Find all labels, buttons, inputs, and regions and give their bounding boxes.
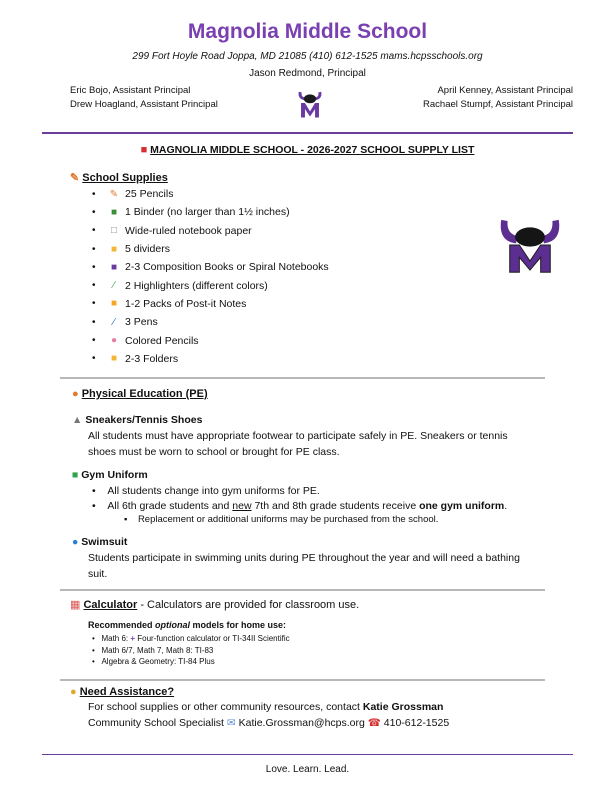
school-logo-large-icon [498, 215, 562, 275]
calculator-icon: ▦ [70, 599, 81, 611]
swimsuit-heading: ● Swimsuit [72, 536, 128, 548]
school-title: Magnolia Middle School [187, 20, 428, 43]
shopping-bag-icon: ■ [140, 144, 148, 156]
pen-icon: • ∕ [113, 316, 115, 328]
school-address: 299 Fort Hoyle Road Joppa, MD 21085 (410) 612-1525 mams.hcpsschools.org [132, 51, 483, 62]
sneakers-heading: ▲ Sneakers/Tennis Shoes [72, 414, 203, 426]
footer-divider [42, 754, 573, 755]
notebook-icon: • ■ [110, 261, 118, 273]
shoe-icon: ▲ [72, 414, 83, 426]
section-divider [60, 589, 545, 591]
assistant-principal: Rachael Stumpf, Assistant Principal [423, 99, 573, 110]
supply-item-label: 2-3 Folders [125, 352, 179, 365]
supply-item [92, 222, 329, 240]
handshake-icon: ● [70, 686, 77, 698]
calculator-heading: ▦ Calculator - Calculators are provided for classroom use. [70, 599, 360, 611]
email-icon: ✉ [226, 717, 236, 729]
header-divider [42, 132, 573, 134]
sneakers-text: All students must have appropriate footwear to participate safely in PE. Sneakers or tennis shoes must be worn to school or brought for PE class. [88, 430, 508, 458]
swimming-icon: ● [72, 536, 79, 548]
supply-list [92, 185, 329, 368]
plus-icon: + [130, 634, 136, 643]
pencil-icon: • ✎ [109, 188, 119, 200]
phone-icon: ☎ [367, 717, 381, 729]
school-logo-icon [296, 86, 324, 120]
supply-item [92, 295, 329, 313]
principal: Jason Redmond, Principal [249, 68, 366, 79]
supply-item [92, 185, 329, 203]
assistant-principal: April Kenney, Assistant Principal [437, 85, 573, 96]
supply-item-label: 2-3 Composition Books or Spiral Notebooks [125, 261, 329, 274]
uniform-bullet: • All 6th grade students and new 7th and 8th grade students receive one gym uniform. [92, 500, 508, 512]
calc-model-item: • Algebra & Geometry: TI-84 Plus [92, 657, 215, 666]
pe-heading: ● Physical Education (PE) [72, 388, 208, 400]
supply-item-label: 25 Pencils [125, 188, 174, 201]
supply-item-label: 1-2 Packs of Post-it Notes [125, 297, 247, 310]
phone-number[interactable]: 410-612-1525 [383, 717, 450, 729]
supply-item-label: Colored Pencils [125, 334, 199, 347]
calc-model-item: • Math 6: + Four-function calculator or TI-34II Scientific [92, 634, 290, 643]
uniform-sub-bullet: ▪ Replacement or additional uniforms may be purchased from the school. [124, 514, 439, 525]
supply-item [92, 258, 329, 276]
supply-item-label: 3 Pens [125, 316, 158, 329]
recommended-label: Recommended optional models for home use: [88, 620, 287, 630]
footer-motto: Love. Learn. Lead. [265, 764, 350, 775]
gym-uniform-heading: ■ Gym Uniform [72, 469, 148, 481]
supply-item-label: 5 dividers [125, 243, 170, 256]
supply-list-title: ■ MAGNOLIA MIDDLE SCHOOL - 2026-2027 SCHOOL SUPPLY LIST [140, 144, 475, 156]
highlighter-icon: • ∕ [113, 280, 115, 292]
assistant-principal: Eric Bojo, Assistant Principal [70, 85, 191, 96]
supply-item [92, 240, 329, 258]
supply-item [92, 313, 329, 331]
section-divider [60, 679, 545, 681]
swimsuit-text: Students participate in swimming units during PE throughout the year and will need a bathing suit. [88, 552, 520, 580]
supply-item [92, 331, 329, 349]
shirt-icon: ■ [72, 469, 79, 481]
assistant-principal: Drew Hoagland, Assistant Principal [70, 99, 218, 110]
assistance-line-2: Community School Specialist ✉ Katie.Grossman@hcps.org ☎ 410-612-1525 [88, 717, 450, 729]
email-link[interactable]: Katie.Grossman@hcps.org [238, 717, 365, 729]
binder-icon: • ■ [110, 206, 118, 218]
sticky-note-icon: • ■ [110, 298, 118, 310]
supply-item [92, 276, 329, 294]
supply-item [92, 350, 329, 368]
assistance-heading: ● Need Assistance? [70, 686, 175, 698]
supply-item-label: 1 Binder (no larger than 1½ inches) [125, 206, 290, 219]
supply-item-label: Wide-ruled notebook paper [125, 224, 252, 237]
paper-icon: • □ [110, 225, 118, 237]
school-supplies-heading: ✎ School Supplies [70, 172, 168, 184]
folder-icon: • ■ [110, 353, 118, 365]
supply-item [92, 203, 329, 221]
uniform-bullet: • All students change into gym uniforms for PE. [92, 485, 320, 497]
section-divider [60, 377, 545, 379]
calc-model-item: • Math 6/7, Math 7, Math 8: TI-83 [92, 646, 214, 655]
palette-icon: • ● [110, 335, 118, 347]
assistance-line-1: For school supplies or other community resources, contact Katie Grossman [88, 701, 444, 713]
running-icon: ● [72, 388, 79, 400]
folder-icon: • ■ [110, 243, 118, 255]
supply-item-label: 2 Highlighters (different colors) [125, 279, 268, 292]
pencil-icon: ✎ [70, 172, 80, 184]
